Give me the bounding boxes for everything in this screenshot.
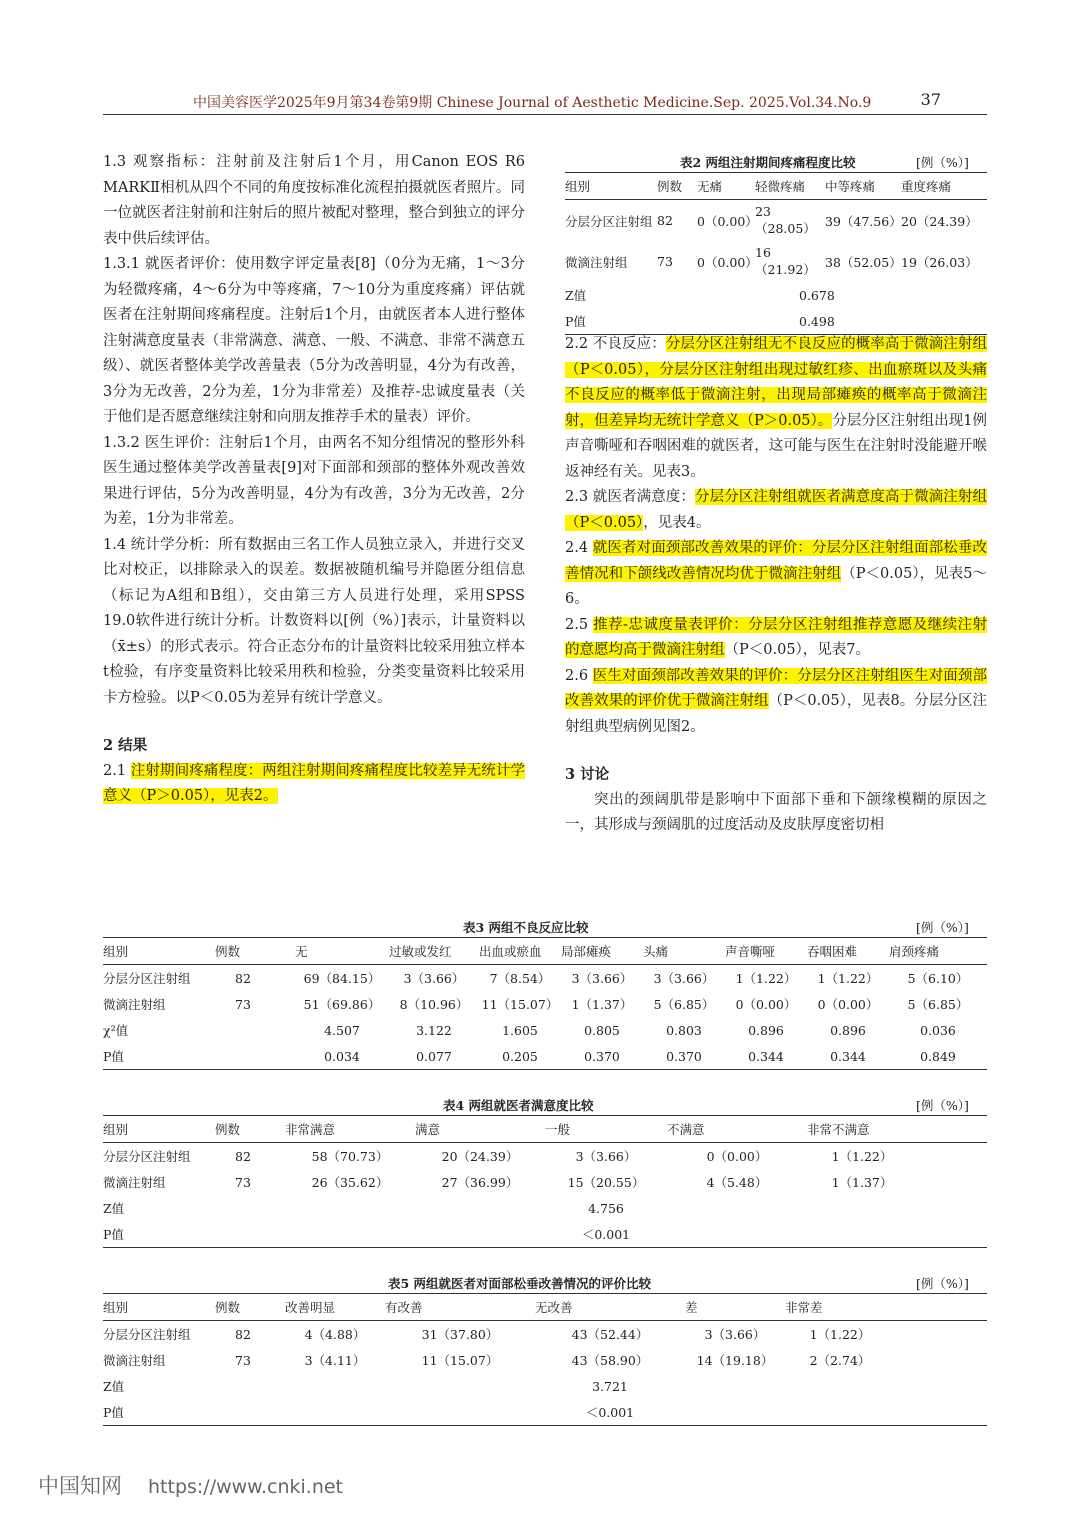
para-2-2: 2.2 不良反应：分层分区注射组无不良反应的概率高于微滴注射组（P＜0.05），分层分区注射组出现过敏红疹、出血瘀斑以及头痛不良反应的概率低于微滴注射，出现局部瘫痪的概率高于微滴注射，但差异均无统计学意义（P＞0.05）。分层分区注射组出现1例声音嘶哑和吞咽困难的就医者，这可能与医生在注射时没能避开喉返神经有关。见表3。 [565,336,988,480]
table4-header: 组别 [103,1116,215,1143]
footer-watermark [38,1470,343,1500]
table4 [103,1115,987,1248]
table-row: 分层分区注射组 82 0（0.00） 23（28.05） 39（47.56） 20（24.39） [565,204,978,236]
table5-header: 组别 [103,1294,215,1321]
table2-caption: 表2 两组注射期间疼痛程度比较 [680,155,856,170]
table-row: P值 ＜0.001 [103,1399,987,1426]
table4-header: 非常满意 [285,1116,415,1143]
para-1-3: 1.3 观察指标：注射前及注射后1个月，用Canon EOS R6 MARKⅡ相机从四个不同的角度按标准化流程拍摄就医者照片。同一位就医者注射前和注射后的照片被配对整理，整合到独立的评分表中供后续评估。 [103,154,525,247]
table3-header: 组别 [103,938,215,965]
table-row: 分层分区注射组 82 69（84.15） 3（3.66） 7（8.54） 3（3.66） 3（3.66） 1（1.22） 1（1.22） 5（6.10） [103,970,969,986]
table-row: Z值 4.756 [103,1200,624,1216]
table3-header: 肩颈疼痛 [889,938,987,965]
table3-header: 声音嘶哑 [725,938,807,965]
para-2-1: 2.1 注射期间疼痛程度：两组注射期间疼痛程度比较差异无统计学意义（P＞0.05），见表2。 [103,762,526,804]
table3-header: 过敏或发红 [389,938,479,965]
left-column [103,150,525,810]
section-2-heading: 2 结果 [103,737,148,754]
para-1-4: 1.4 统计学分析：所有数据由三名工作人员独立录入，并进行交叉比对校正，以排除录入的误差。数据被随机编号并隐匿分组信息（标记为A组和B组），交由第三方人员进行处理，采用SPSS 19.0软件进行统计分析。计数资料以[例（%）]表示，计量资料以（x̄±s）的形式表示。符合正态分布的计量资料比较采用独立样本t检验，有序变量资料比较采用秩和检验，分类变量资料比较采用卡方检验。以P＜0.05为差异有统计学意义。 [103,536,525,706]
table3 [103,937,987,1070]
table3-header: 头痛 [643,938,725,965]
table-row: 微滴注射组 73 51（69.86） 8（10.96） 11（15.07） 1（1.37） 5（6.85） 0（0.00） 0（0.00） 5（6.85） [103,996,969,1012]
table2-header: 轻微疼痛 [755,173,825,200]
table-row: 分层分区注射组 82 4（4.88） 31（37.80） 43（52.44） 3（3.66） 1（1.22） [103,1326,871,1342]
para-1-3-1: 1.3.1 就医者评价：使用数字评定量表[8]（0分为无痛，1～3分为轻微疼痛，4～6分为中等疼痛，7～10分为重度疼痛）评估就医者在注射期间疼痛程度。注射后1个月，由就医者本人进行整体注射满意度量表（非常满意、满意、一般、不满意、非常不满意五级）、就医者整体美学改善量表（5分为改善明显，4分为有改善，3分为无改善，2分为差，1分为非常差）及推荐-忠诚度量表（关于他们是否愿意继续注射和向朋友推荐手术的量表）评价。 [103,256,525,425]
highlight-2-5: 推荐-忠诚度量表评价：分层分区注射组推荐意愿及继续注射的意愿均高于微滴注射组 [565,616,987,658]
table3-header: 局部瘫痪 [561,938,643,965]
table2-unit: [例（%）] [916,155,969,170]
table4-header: 一般 [545,1116,667,1143]
cnki-logo-text: 中国知网 [38,1474,122,1498]
highlight-2-2: 分层分区注射组无不良反应的概率高于微滴注射组（P＜0.05），分层分区注射组出现过敏红疹、出血瘀斑以及头痛不良反应的概率低于微滴注射，出现局部瘫痪的概率高于微滴注射，但差异均无统计学意义（P＞0.05）。 [565,336,988,429]
highlight-2-1: 注射期间疼痛程度：两组注射期间疼痛程度比较差异无统计学意义（P＞0.05），见表2。 [103,762,526,804]
para-3-intro: 突出的颈阔肌带是影响中下面部下垂和下颌缘模糊的原因之一，其形成与颈阔肌的过度活动及皮肤厚度密切相 [565,791,987,833]
para-2-6: 2.6 医生对面颈部改善效果的评价：分层分区注射组医生对面颈部改善效果的评价优于微滴注射组（P＜0.05），见表8。分层分区注射组典型病例见图2。 [565,667,988,735]
section-3-heading: 3 讨论 [565,766,610,783]
highlight-2-3: 分层分区注射组就医者满意度高于微滴注射组（P＜0.05） [565,489,988,531]
table2-header: 组别 [565,173,657,200]
table3-header: 无 [295,938,389,965]
table3-unit: [例（%）] [916,920,969,935]
table3-header: 出血或瘀血 [479,938,561,965]
table-row: Z值 0.678 [565,287,835,303]
table-row: P值 0.034 0.077 0.205 0.370 0.370 0.344 0.344 0.849 [103,1043,987,1070]
table5-unit: [例（%）] [916,1276,969,1291]
table-row: χ²值 4.507 3.122 1.605 0.805 0.803 0.896 0.896 0.036 [103,1022,956,1038]
table2-header: 例数 [657,173,697,200]
para-1-3-2: 1.3.2 医生评价：注射后1个月，由两名不知分组情况的整形外科医生通过整体美学改善量表[9]对下面部和颈部的整体外观改善效果进行评估，5分为改善明显，4分为有改善，3分为无改善，2分为差，1分为非常差。 [103,434,525,527]
table4-header: 不满意 [667,1116,807,1143]
table-row: P值 0.498 [565,308,987,335]
table-row: 微滴注射组 73 3（4.11） 11（15.07） 43（58.90） 14（19.18） 2（2.74） [103,1352,871,1368]
table5-header: 改善明显 [285,1294,385,1321]
table5-header: 例数 [215,1294,285,1321]
page-number: 37 [920,90,941,109]
table5-header: 有改善 [385,1294,535,1321]
table4-header: 满意 [415,1116,545,1143]
table4-caption: 表4 两组就医者满意度比较 [443,1098,594,1113]
running-header [103,90,987,115]
table3-header: 例数 [215,938,295,965]
table4-header: 例数 [215,1116,285,1143]
journal-header: 中国美容医学2025年9月第34卷第9期 Chinese Journal of Aesthetic Medicine.Sep. 2025.Vol.34.No.9 [193,95,872,111]
table5-header: 差 [685,1294,785,1321]
highlight-2-4: 就医者对面颈部改善效果的评价：分层分区注射组面部松垂改善情况和下颌线改善情况均优于微滴注射组 [565,540,988,582]
para-2-5: 2.5 推荐-忠诚度量表评价：分层分区注射组推荐意愿及继续注射的意愿均高于微滴注射组（P＜0.05），见表7。 [565,616,987,658]
para-2-3: 2.3 就医者满意度：分层分区注射组就医者满意度高于微滴注射组（P＜0.05），见表4。 [565,489,988,531]
table-row: 微滴注射组 73 0（0.00） 16（21.92） 38（52.05） 19（26.03） [565,245,978,277]
table5-header: 非常差 [785,1294,895,1321]
highlight-2-6: 医生对面颈部改善效果的评价：分层分区注射组医生对面颈部改善效果的评价优于微滴注射组 [565,667,988,709]
table5-caption: 表5 两组就医者对面部松垂改善情况的评价比较 [388,1276,652,1291]
table4-unit: [例（%）] [916,1098,969,1113]
cnki-url[interactable]: https://www.cnki.net [148,1476,344,1498]
table4-header: 非常不满意 [807,1116,917,1143]
table2 [565,172,987,335]
table3-caption: 表3 两组不良反应比较 [463,920,589,935]
table5 [103,1293,987,1426]
table2-header: 重度疼痛 [901,173,987,200]
table2-header: 无痛 [697,173,755,200]
table5-header: 无改善 [535,1294,685,1321]
table-row: P值 ＜0.001 [103,1221,987,1248]
table-row: Z值 3.721 [103,1378,628,1394]
table-row: 分层分区注射组 82 58（70.73） 20（24.39） 3（3.66） 0（0.00） 1（1.22） [103,1148,893,1164]
table-row: 微滴注射组 73 26（35.62） 27（36.99） 15（20.55） 4（5.48） 1（1.37） [103,1174,893,1190]
para-2-4: 2.4 就医者对面颈部改善效果的评价：分层分区注射组面部松垂改善情况和下颌线改善情况均优于微滴注射组（P＜0.05），见表5～6。 [565,540,988,607]
right-column [565,332,987,839]
table3-header: 吞咽困难 [807,938,889,965]
table2-header: 中等疼痛 [825,173,901,200]
